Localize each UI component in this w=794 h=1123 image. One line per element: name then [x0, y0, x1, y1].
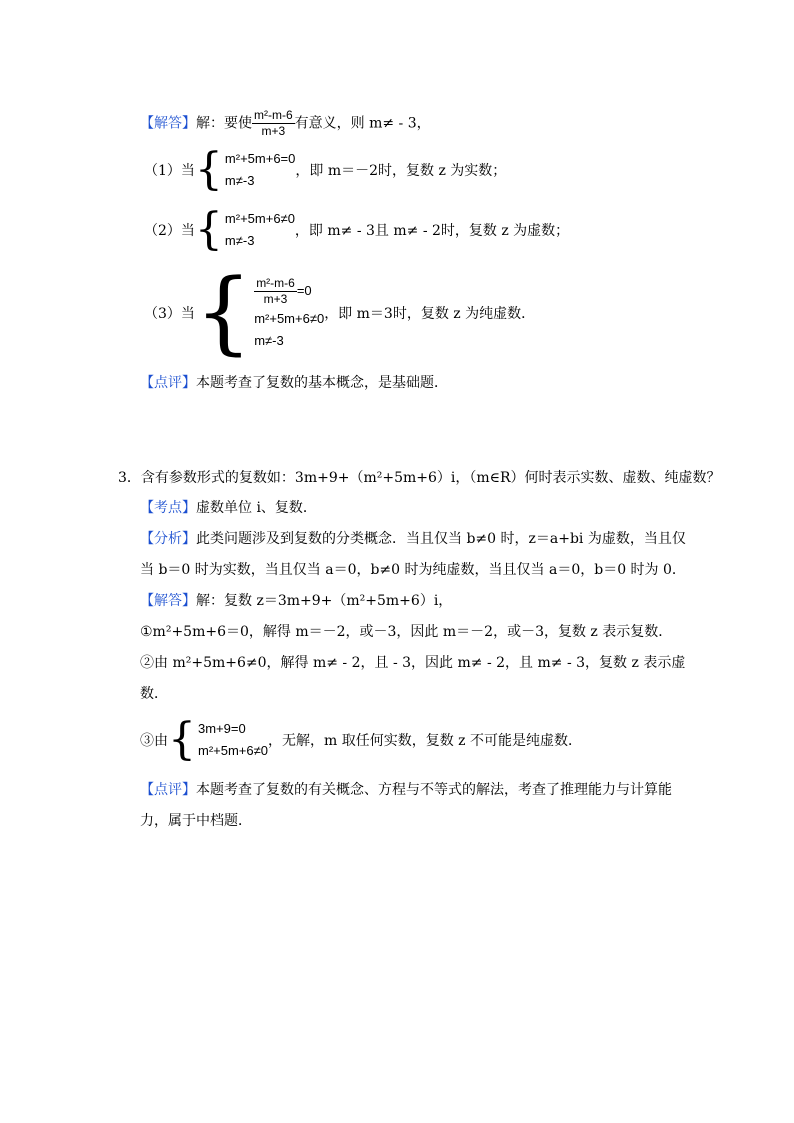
case-1-eq1: m²+5m+6=0: [224, 151, 296, 166]
case-2-system: [225, 208, 295, 252]
case-3-eq0: =0: [296, 283, 312, 298]
case-3-eq1: [254, 274, 324, 308]
case-1-label: （1）当: [144, 163, 195, 179]
step-3-eq1: 3m+9=0: [198, 721, 246, 736]
step-3: [140, 714, 583, 765]
comment-line: [140, 374, 448, 392]
case-2: [144, 204, 570, 255]
case-1-text: ，即 m＝－2时，复数 z 为实数；: [295, 163, 507, 179]
step-3-system: [198, 718, 268, 762]
case-3-text: ，即 m＝3时，复数 z 为纯虚数．: [324, 306, 536, 322]
kaodian-text: 虚数单位 i、复数．: [196, 500, 317, 516]
kaodian-line: [140, 499, 317, 517]
fraction-denominator: m+3: [261, 124, 286, 138]
fraction: [252, 108, 295, 139]
case-1-eq2: m≠-3: [224, 173, 255, 188]
case-2-text: ，即 m≠ - 3且 m≠ - 2时，复数 z 为虚数；: [294, 223, 570, 239]
case-3: [144, 260, 536, 365]
case-3-label: （3）当: [144, 306, 195, 322]
kaodian-tag: 【考点】: [140, 500, 196, 516]
step-3-text: ，无解，m 取任何实数，复数 z 不可能是纯虚数．: [268, 733, 583, 749]
comment-2-line: [140, 781, 672, 799]
question-3: 3．含有参数形式的复数如：3m+9+（m²+5m+6）i，（m∈R）何时表示实数、虚数、纯虚数？: [118, 470, 721, 486]
brace-icon: {: [194, 260, 253, 365]
jieda-tag: 【解答】: [140, 593, 196, 609]
case-3-eq2: m²+5m+6≠0: [254, 311, 325, 326]
comment-tag: 【点评】: [140, 375, 196, 391]
fraction-numerator: m²-m-6: [254, 108, 293, 122]
step-3-eq2: m²+5m+6≠0: [198, 743, 268, 758]
case-1-system: [225, 148, 295, 192]
answer-tag: 【解答】: [140, 115, 196, 132]
comment-2-text-2: 力，属于中档题．: [140, 813, 252, 829]
fenxi-tag: 【分析】: [140, 531, 196, 547]
answer-line: [140, 108, 431, 139]
case-2-eq1: m²+5m+6≠0: [224, 211, 295, 226]
jieda-text: 解：复数 z＝3m+9+（m²+5m+6）i，: [196, 593, 453, 609]
brace-icon: {: [168, 714, 196, 765]
step-1: ①m²+5m+6＝0，解得 m＝－2，或－3，因此 m＝－2，或－3，复数 z 表示复数．: [140, 624, 673, 640]
answer-condition: 有意义，则 m≠ - 3，: [294, 115, 431, 132]
case-3-denominator: m+3: [263, 292, 288, 307]
case-3-numerator: m²-m-6: [256, 276, 295, 291]
case-1: [144, 144, 507, 195]
step-2-line-2: 数．: [140, 686, 168, 702]
brace-icon: {: [194, 144, 223, 195]
fenxi-text-1: 此类问题涉及到复数的分类概念．当且仅当 b≠0 时，z＝a+bi 为虚数，当且仅: [196, 531, 686, 547]
comment-text: 本题考查了复数的基本概念，是基础题．: [196, 375, 448, 391]
case-2-eq2: m≠-3: [224, 233, 255, 248]
fenxi-line: [140, 530, 686, 548]
comment-2-text-1: 本题考查了复数的有关概念、方程与不等式的解法，考查了推理能力与计算能: [196, 782, 672, 798]
answer-intro: 解：要使: [196, 115, 252, 132]
case-2-label: （2）当: [144, 223, 195, 239]
fenxi-text-2: 当 b＝0 时为实数，当且仅当 a＝0，b≠0 时为纯虚数，当且仅当 a＝0，b＝0 时为 0．: [140, 562, 686, 578]
case-3-fraction: [254, 276, 297, 307]
brace-icon: {: [194, 204, 223, 255]
case-3-eq3: m≠-3: [254, 333, 284, 348]
comment-2-tag: 【点评】: [140, 782, 196, 798]
step-2-line-1: ②由 m²+5m+6≠0，解得 m≠ - 2，且 - 3，因此 m≠ - 2，且 m≠ - 3，复数 z 表示虚: [140, 655, 686, 671]
jieda-line: [140, 592, 452, 610]
step-3-label: ③由: [140, 733, 168, 749]
case-3-system: [254, 274, 324, 352]
